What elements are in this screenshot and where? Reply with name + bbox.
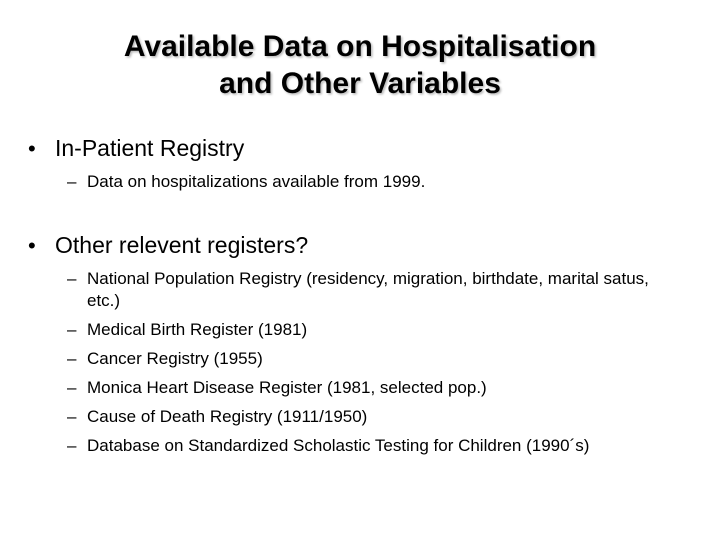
dash-icon: – <box>67 320 77 339</box>
bullet-icon: • <box>28 233 36 258</box>
slide-title <box>60 28 660 102</box>
sub-item-hospitalizations <box>67 171 667 193</box>
sub-item-cancer-registry <box>67 348 667 370</box>
slide-title-line-1: Available Data on Hospitalisation <box>123 30 597 63</box>
sub-item-text: Data on hospitalizations available from 1999. <box>87 172 426 191</box>
dash-icon: – <box>67 407 77 426</box>
bullet-text: Other relevent registers? <box>55 232 309 258</box>
sub-item-cause-of-death-registry <box>67 406 667 428</box>
sub-item-text: Monica Heart Disease Register (1981, selected pop.) <box>87 378 487 397</box>
dash-icon: – <box>67 436 77 455</box>
bullet-text: In-Patient Registry <box>55 135 245 161</box>
dash-icon: – <box>67 349 77 368</box>
bullet-other-registers <box>28 231 308 260</box>
sub-item-text: Cancer Registry (1955) <box>87 349 263 368</box>
sub-item-national-population-registry <box>67 268 667 312</box>
bullet-icon: • <box>28 136 36 161</box>
sub-item-text: Cause of Death Registry (1911/1950) <box>87 407 368 426</box>
bullet-inpatient-registry <box>28 134 244 163</box>
dash-icon: – <box>67 378 77 397</box>
sub-item-text: Medical Birth Register (1981) <box>87 320 308 339</box>
dash-icon: – <box>67 269 77 288</box>
slide-title-line-2: and Other Variables <box>219 67 501 100</box>
dash-icon: – <box>67 172 77 191</box>
sub-item-text: Database on Standardized Scholastic Testing for Children (1990´s) <box>87 436 590 455</box>
sub-item-text: National Population Registry (residency, migration, birthdate, marital satus, etc.) <box>87 269 649 310</box>
sub-item-monica-heart-disease-register <box>67 377 667 399</box>
sub-item-medical-birth-register <box>67 319 667 341</box>
sub-item-scholastic-testing-database <box>67 435 667 457</box>
